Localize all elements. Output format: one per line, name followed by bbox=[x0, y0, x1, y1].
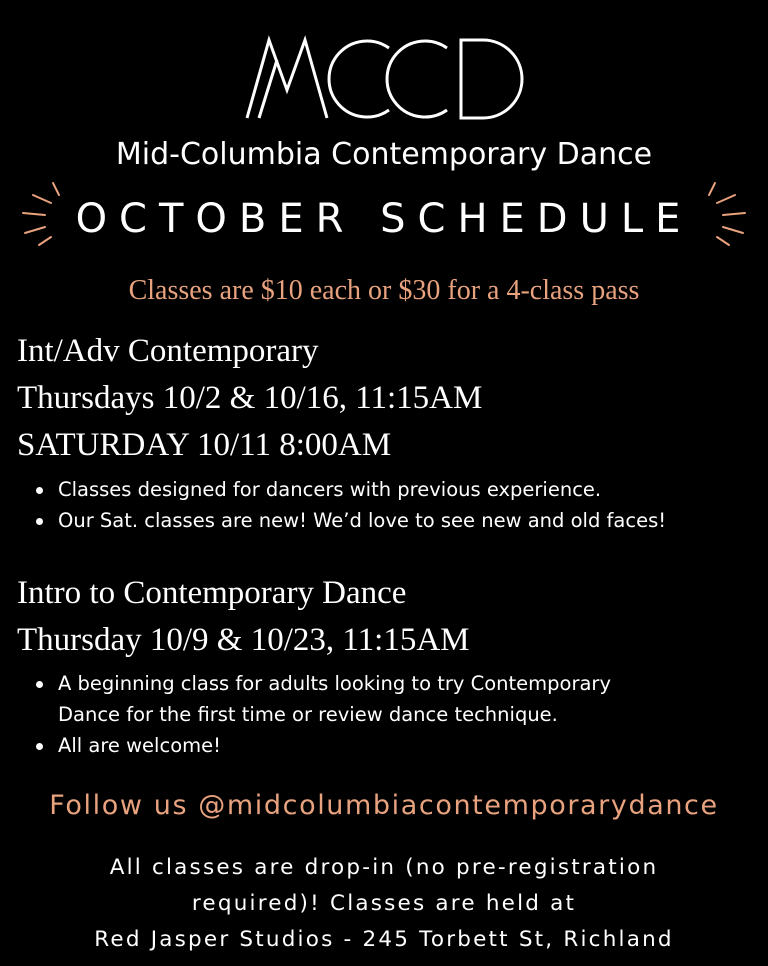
list-item: A beginning class for adults looking to try Contemporary Dance for the first time or review dance technique. bbox=[30, 668, 611, 730]
class-time: Thursday 10/9 & 10/23, 11:15AM bbox=[17, 622, 470, 658]
footer-line: Red Jasper Studios - 245 Torbett St, Richland bbox=[94, 927, 674, 952]
logo-lettering bbox=[239, 30, 529, 126]
footer-note bbox=[0, 850, 768, 958]
section-title: Int/Adv Contemporary bbox=[17, 333, 319, 369]
schedule-title: OCTOBER SCHEDULE bbox=[75, 196, 693, 242]
class-details-list bbox=[30, 668, 611, 761]
list-item: Classes designed for dancers with previous experience. bbox=[30, 474, 666, 505]
list-item: Our Sat. classes are new! We’d love to see new and old faces! bbox=[30, 505, 666, 536]
pricing-note: Classes are $10 each or $30 for a 4-class pass bbox=[128, 275, 640, 306]
footer-line: required)! Classes are held at bbox=[191, 891, 577, 916]
class-time: Thursdays 10/2 & 10/16, 11:15AM bbox=[17, 380, 483, 416]
class-time: SATURDAY 10/11 8:00AM bbox=[17, 427, 392, 463]
list-item: All are welcome! bbox=[30, 730, 611, 761]
mccd-logo bbox=[0, 28, 768, 128]
section-title: Intro to Contemporary Dance bbox=[17, 575, 407, 611]
social-handle: Follow us @midcolumbiacontemporarydance bbox=[49, 790, 719, 821]
organization-name: Mid-Columbia Contemporary Dance bbox=[115, 137, 653, 172]
footer-line: All classes are drop-in (no pre-registration bbox=[109, 855, 659, 880]
class-details-list bbox=[30, 474, 666, 536]
